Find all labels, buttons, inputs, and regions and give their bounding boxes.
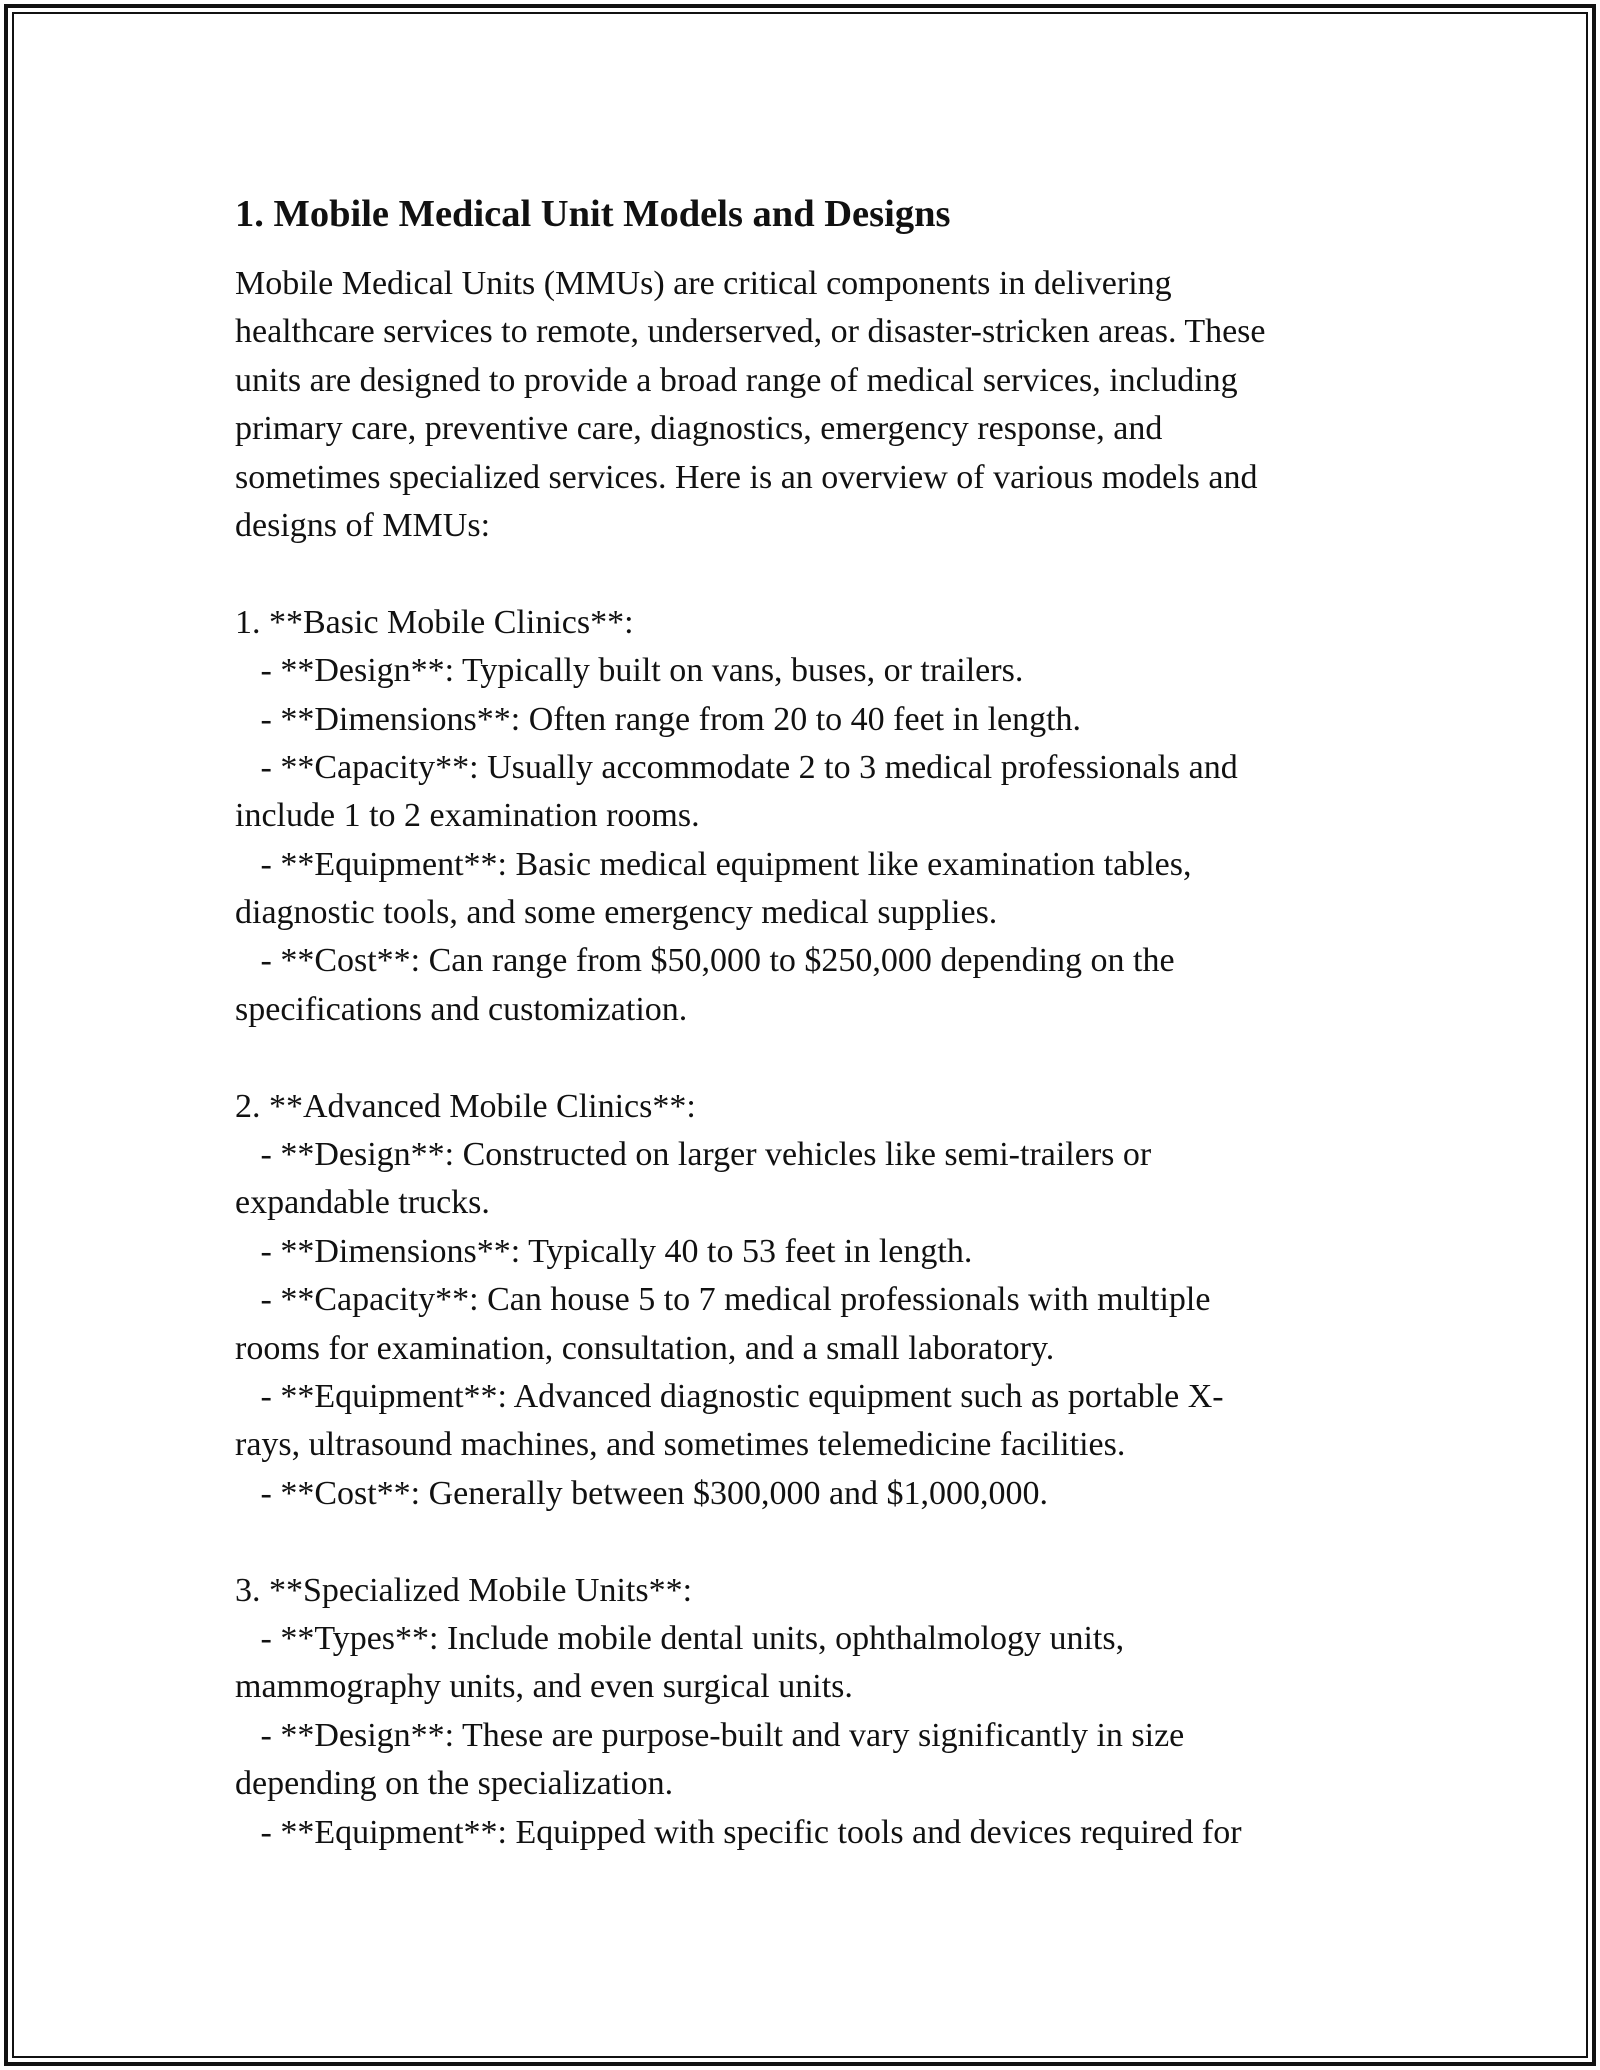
text-line: Mobile Medical Units (MMUs) are critical components in delivering <box>235 265 1172 302</box>
blank-line <box>235 550 1365 598</box>
text-line: - **Design**: Constructed on larger vehicles like semi-trailers or <box>235 1136 1152 1174</box>
text-line: - **Design**: These are purpose-built and vary significantly in size <box>235 1716 1185 1754</box>
text-line: 3. **Specialized Mobile Units**: <box>235 1571 693 1609</box>
text-line: include 1 to 2 examination rooms. <box>235 797 700 835</box>
body-text <box>235 260 1365 1857</box>
text-line: - **Design**: Typically built on vans, buses, or trailers. <box>235 652 1024 690</box>
text-line: - **Equipment**: Advanced diagnostic equipment such as portable X- <box>235 1377 1224 1415</box>
text-line: - **Capacity**: Can house 5 to 7 medical professionals with multiple <box>235 1281 1211 1319</box>
text-line: primary care, preventive care, diagnostics, emergency response, and <box>235 410 1163 448</box>
section-heading: 1. Mobile Medical Unit Models and Designs <box>235 193 951 235</box>
text-line: - **Dimensions**: Typically 40 to 53 feet in length. <box>235 1232 973 1270</box>
text-line: - **Types**: Include mobile dental units, ophthalmology units, <box>235 1619 1125 1657</box>
text-line: - **Equipment**: Basic medical equipment like examination tables, <box>235 845 1192 883</box>
text-line: - **Capacity**: Usually accommodate 2 to 3 medical professionals and <box>235 748 1238 786</box>
text-line: 2. **Advanced Mobile Clinics**: <box>235 1087 696 1125</box>
text-line: diagnostic tools, and some emergency medical supplies. <box>235 894 998 932</box>
document-content <box>235 186 1365 1857</box>
text-line: designs of MMUs: <box>235 506 491 544</box>
text-line: depending on the specialization. <box>235 1765 674 1803</box>
text-line: - **Cost**: Generally between $300,000 and $1,000,000. <box>235 1474 1049 1512</box>
text-line: rooms for examination, consultation, and a small laboratory. <box>235 1329 1055 1367</box>
blank-line <box>235 1518 1365 1566</box>
text-line: 1. **Basic Mobile Clinics**: <box>235 603 634 641</box>
blank-line <box>235 1034 1365 1082</box>
text-line: mammography units, and even surgical units. <box>235 1668 853 1706</box>
text-line: rays, ultrasound machines, and sometimes telemedicine facilities. <box>235 1426 1126 1464</box>
text-line: sometimes specialized services. Here is an overview of various models and <box>235 458 1258 496</box>
text-line: - **Equipment**: Equipped with specific tools and devices required for <box>235 1813 1242 1851</box>
text-line: units are designed to provide a broad range of medical services, including <box>235 361 1238 399</box>
text-line: specifications and customization. <box>235 990 688 1028</box>
text-line: expandable trucks. <box>235 1184 490 1222</box>
text-line: - **Dimensions**: Often range from 20 to 40 feet in length. <box>235 700 1082 738</box>
text-line: healthcare services to remote, underserved, or disaster-stricken areas. These <box>235 313 1266 351</box>
text-line: - **Cost**: Can range from $50,000 to $250,000 depending on the <box>235 942 1175 980</box>
